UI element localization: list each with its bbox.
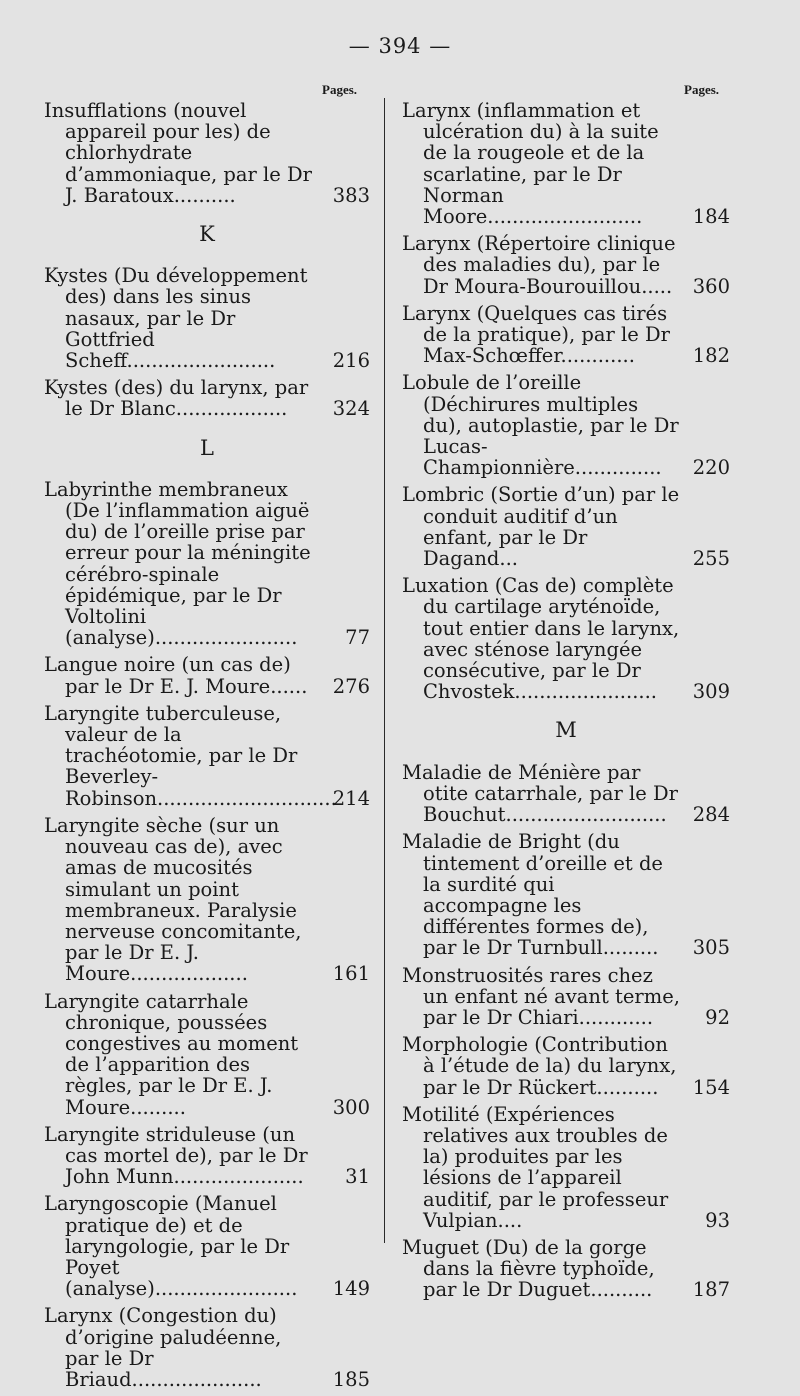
- index-entry: [402, 965, 730, 1029]
- entry-text: Luxation (Cas de) complète du cartilage aryténoïde, tout entier dans le larynx, avec sténose laryngée consécutive, par le Dr Chvostek.......................: [402, 574, 680, 704]
- entry-text: Maladie de Bright (du tintement d’oreille et de la surdité qui accompagne les différentes formes de), par le Dr Turnbull.........: [402, 830, 663, 960]
- entry-text: Larynx (Congestion du) d’origine paludéenne, par le Dr Briaud.....................: [44, 1304, 282, 1391]
- entry-text: Laryngite catarrhale chronique, poussées congestives au moment de l’apparition des règles, par le Dr E. J. Moure.........: [44, 989, 299, 1119]
- entry-page-number: 92: [705, 1005, 730, 1029]
- entry-text: Laryngite striduleuse (un cas mortel de), par le Dr John Munn.....................: [44, 1122, 308, 1189]
- section-letter: M: [555, 718, 577, 743]
- index-entry: [44, 100, 370, 206]
- entry-page-number: 154: [692, 1075, 730, 1099]
- index-entry: [44, 479, 370, 649]
- entry-text: Labyrinthe membraneux (De l’inflammation aiguë du) de l’oreille prise par erreur pour la méningite cérébro-spinale épidémique, par le Dr Voltolini (analyse).......................: [44, 477, 311, 650]
- index-entry: [44, 815, 370, 985]
- entry-text: Larynx (inflammation et ulcération du) à la suite de la rougeole et de la scarlatine, par le Dr Norman Moore.........................: [402, 99, 659, 229]
- index-entry: [402, 762, 730, 826]
- pages-label-left: Pages.: [322, 82, 358, 97]
- entry-text: Muguet (Du) de la gorge dans la fièvre typhoïde, par le Dr Duguet..........: [402, 1235, 655, 1302]
- left-column: [44, 100, 370, 1396]
- index-entry: [402, 1104, 730, 1231]
- entry-text: Insufflations (nouvel appareil pour les) de chlorhydrate d’ammoniaque, par le Dr J. Baratoux..........: [44, 99, 312, 207]
- entry-text: Laryngite tuberculeuse, valeur de la trachéotomie, par le Dr Beverley-Robinson.............................: [44, 701, 337, 810]
- entry-page-number: 31: [345, 1165, 370, 1189]
- entry-text: Lombric (Sortie d’un) par le conduit auditif d’un enfant, par le Dr Dagand...: [402, 483, 680, 571]
- index-entry: [44, 654, 370, 696]
- index-entry: [402, 575, 730, 702]
- entry-page-number: 149: [332, 1277, 370, 1301]
- entry-page-number: 185: [332, 1367, 370, 1391]
- column-divider: [384, 98, 385, 1243]
- index-entry: [44, 1124, 370, 1188]
- entry-text: Kystes (des) du larynx, par le Dr Blanc..................: [44, 376, 309, 421]
- index-entry: [402, 831, 730, 958]
- index-entry: [44, 703, 370, 809]
- entry-page-number: 187: [692, 1278, 730, 1302]
- index-entry: [44, 265, 370, 371]
- entry-page-number: 360: [692, 274, 730, 298]
- entry-text: Monstruosités rares chez un enfant né avant terme, par le Dr Chiari............: [402, 963, 680, 1029]
- entry-page-number: 184: [692, 205, 730, 229]
- index-entry: [44, 377, 370, 419]
- entry-text: Kystes (Du développement des) dans les sinus nasaux, par le Dr Gottfried Scheff........................: [44, 264, 308, 373]
- entry-text: Lobule de l’oreille (Déchirures multiples du), autoplastie, par le Dr Lucas-Championnière..............: [402, 371, 679, 480]
- entry-page-number: 161: [332, 962, 370, 986]
- entry-text: Larynx (Répertoire clinique des maladies du), par le Dr Moura-Bourouillou.....: [402, 232, 676, 298]
- entry-page-number: 216: [332, 349, 370, 373]
- entry-page-number: 383: [332, 183, 370, 207]
- index-entry: [402, 1034, 730, 1098]
- index-entry: [402, 484, 730, 569]
- pages-label-right: Pages.: [684, 82, 720, 97]
- right-column: [402, 100, 730, 1307]
- entry-page-number: 182: [692, 344, 730, 368]
- entry-page-number: 309: [692, 680, 730, 704]
- entry-text: Laryngite sèche (sur un nouveau cas de), avec amas de mucosités simulant un point membraneux. Paralysie nerveuse concomitante, par le Dr E. J. Moure...................: [44, 813, 302, 986]
- entry-page-number: 276: [332, 674, 370, 698]
- entry-text: Morphologie (Contribution à l’étude de la) du larynx, par le Dr Rückert..........: [402, 1033, 677, 1099]
- entry-page-number: 305: [692, 936, 730, 960]
- index-entry: [44, 1193, 370, 1299]
- index-entry: [44, 1305, 370, 1390]
- index-entry: [402, 233, 730, 297]
- index-entry: [402, 372, 730, 478]
- page-number: — 394 —: [348, 34, 452, 58]
- entry-text: Laryngoscopie (Manuel pratique de) et de laryngologie, par le Dr Poyet (analyse).......................: [44, 1192, 298, 1301]
- entry-page-number: 324: [332, 397, 370, 421]
- entry-page-number: 220: [692, 456, 730, 480]
- index-entry: [402, 100, 730, 227]
- index-entry: [44, 991, 370, 1118]
- entry-text: Maladie de Ménière par otite catarrhale, par le Dr Bouchut..........................: [402, 760, 678, 827]
- entry-page-number: 300: [332, 1095, 370, 1119]
- entry-page-number: 255: [692, 547, 730, 571]
- entry-text: Langue noire (un cas de) par le Dr E. J. Moure......: [44, 653, 308, 698]
- entry-page-number: 214: [332, 786, 370, 810]
- index-entry: [402, 1237, 730, 1301]
- entry-text: Larynx (Quelques cas tirés de la pratique), par le Dr Max-Schœffer............: [402, 301, 670, 368]
- entry-page-number: 77: [345, 626, 370, 650]
- entry-page-number: 284: [692, 803, 730, 827]
- section-letter: L: [200, 435, 214, 460]
- index-entry: [402, 303, 730, 367]
- entry-page-number: 93: [705, 1208, 730, 1232]
- section-letter: K: [199, 222, 215, 247]
- entry-text: Motilité (Expériences relatives aux troubles de la) produites par les lésions de l’appareil auditif, par le professeur Vulpian....: [402, 1102, 669, 1232]
